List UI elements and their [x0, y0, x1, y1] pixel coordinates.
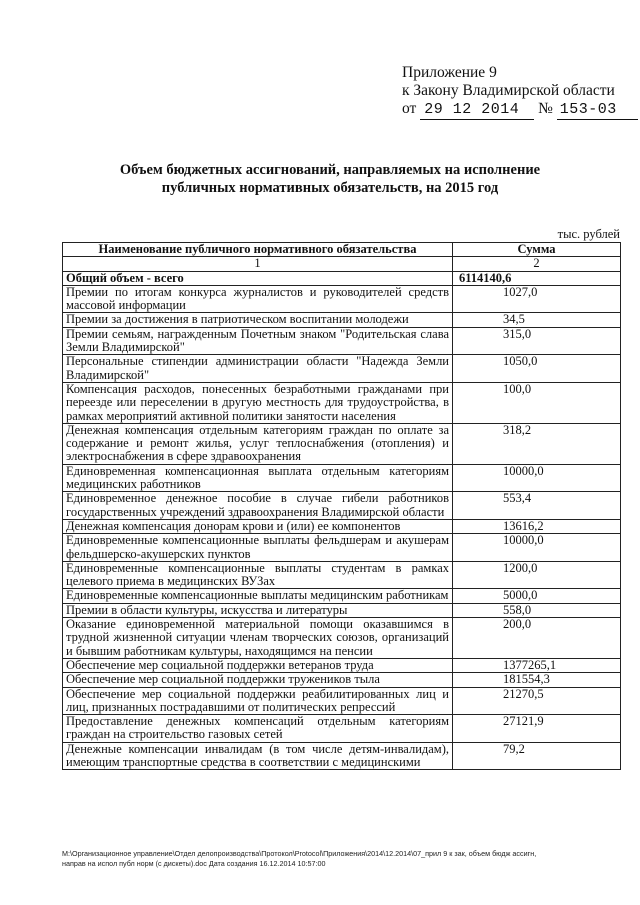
table-row — [63, 423, 621, 464]
obligation-sum: 1377265,1 — [453, 658, 621, 672]
law-number: 153-03 — [557, 101, 638, 120]
table-row — [63, 561, 621, 589]
table-row — [63, 589, 621, 603]
header-sum: Сумма — [453, 243, 621, 257]
total-row — [63, 271, 621, 285]
table-row — [63, 464, 621, 492]
obligation-sum: 79,2 — [453, 742, 621, 770]
obligation-sum: 13616,2 — [453, 519, 621, 533]
table-row — [63, 285, 621, 313]
obligation-sum: 1050,0 — [453, 355, 621, 383]
total-label: Общий объем - всего — [63, 271, 453, 285]
title-line-1: Объем бюджетных ассигнований, направляемых на исполнение — [119, 162, 541, 178]
obligation-name: Персональные стипендии администрации области "Надежда Земли Владимирской" — [63, 355, 453, 383]
obligation-name: Обеспечение мер социальной поддержки тружеников тыла — [63, 673, 453, 687]
obligation-name: Премии за достижения в патриотическом воспитании молодежи — [63, 313, 453, 327]
table-row — [63, 382, 621, 423]
table-row — [63, 742, 621, 770]
appendix-header — [402, 64, 622, 120]
column-index-row — [63, 257, 621, 271]
obligation-sum: 200,0 — [453, 618, 621, 659]
obligation-name: Премии по итогам конкурса журналистов и руководителей средств массовой информации — [63, 285, 453, 313]
table-row — [63, 327, 621, 355]
obligation-sum: 10000,0 — [453, 534, 621, 562]
law-date: 29 12 2014 — [420, 101, 534, 120]
column-index-2: 2 — [453, 257, 621, 271]
obligation-sum: 318,2 — [453, 423, 621, 464]
obligation-sum: 1200,0 — [453, 561, 621, 589]
table-row — [63, 658, 621, 672]
header-name: Наименование публичного нормативного обязательства — [63, 243, 453, 257]
table-row — [63, 715, 621, 743]
appendix-date-line — [402, 100, 622, 120]
obligation-sum: 21270,5 — [453, 687, 621, 715]
obligation-name: Единовременная компенсационная выплата отдельным категориям медицинских работников — [63, 464, 453, 492]
table-row — [63, 687, 621, 715]
column-index-1: 1 — [63, 257, 453, 271]
obligation-sum: 5000,0 — [453, 589, 621, 603]
obligation-sum: 181554,3 — [453, 673, 621, 687]
table-row — [63, 618, 621, 659]
obligations-table — [62, 242, 621, 770]
obligation-sum: 315,0 — [453, 327, 621, 355]
obligation-name: Единовременные компенсационные выплаты студентам в рамках целевого приема в медицинских ВУЗах — [63, 561, 453, 589]
obligation-name: Компенсация расходов, понесенных безработными гражданами при переезде или переселении в другую местность для трудоустройства, в рамках мероприятий активной политики занятости населения — [63, 382, 453, 423]
table-row — [63, 492, 621, 520]
units-label: тыс. рублей — [557, 227, 620, 241]
obligation-sum: 27121,9 — [453, 715, 621, 743]
obligation-name: Единовременное денежное пособие в случае гибели работников государственных учреждений здравоохранения Владимирской области — [63, 492, 453, 520]
number-prefix: № — [538, 100, 553, 117]
file-path-footer — [62, 849, 622, 868]
table-row — [63, 534, 621, 562]
obligation-name: Денежная компенсация донорам крови и (или) ее компонентов — [63, 519, 453, 533]
obligation-name: Единовременные компенсационные выплаты фельдшерам и акушерам фельдшерско-акушерских пунктов — [63, 534, 453, 562]
table-row — [63, 673, 621, 687]
obligation-name: Единовременные компенсационные выплаты медицинским работникам — [63, 589, 453, 603]
obligation-sum: 558,0 — [453, 603, 621, 617]
table-header-row — [63, 243, 621, 257]
table-row — [63, 313, 621, 327]
obligation-name: Обеспечение мер социальной поддержки ветеранов труда — [63, 658, 453, 672]
obligation-name: Оказание единовременной материальной помощи оказавшимся в трудной жизненной ситуации членам творческих союзов, организаций и бывшим работникам культуры, находящимся на пенсии — [63, 618, 453, 659]
total-sum: 6114140,6 — [453, 271, 621, 285]
obligation-name: Премии в области культуры, искусства и литературы — [63, 603, 453, 617]
table-row — [63, 355, 621, 383]
table-row — [63, 603, 621, 617]
obligation-sum: 10000,0 — [453, 464, 621, 492]
appendix-law-reference: к Закону Владимирской области — [402, 82, 615, 99]
date-prefix: от — [402, 100, 417, 117]
obligation-name: Обеспечение мер социальной поддержки реабилитированных лиц и лиц, признанных пострадавшими от политических репрессий — [63, 687, 453, 715]
title-line-2: публичных нормативных обязательств, на 2015 год — [161, 180, 499, 196]
obligation-sum: 553,4 — [453, 492, 621, 520]
footer-created: направ на испол публ норм (с дискеты).doc Дата создания 16.12.2014 10:57:00 — [62, 858, 326, 868]
obligation-name: Денежные компенсации инвалидам (в том числе детям-инвалидам), имеющим транспортные средства в соответствии с медицинскими — [63, 742, 453, 770]
table-row — [63, 519, 621, 533]
document-title — [80, 161, 580, 197]
footer-path: М:\Организационное управление\Отдел делопроизводства\Протокол\Protocol\Приложения\2014\12.2014\07_прил 9 к зак, объем бюдж ассигн, — [62, 849, 537, 858]
obligation-sum: 1027,0 — [453, 285, 621, 313]
obligation-name: Предоставление денежных компенсаций отдельным категориям граждан на строительство газовых сетей — [63, 715, 453, 743]
obligation-sum: 34,5 — [453, 313, 621, 327]
obligation-name: Денежная компенсация отдельным категориям граждан по оплате за содержание и ремонт жилья, услуг теплоснабжения (отопления) и электроснабжения в сфере здравоохранения — [63, 423, 453, 464]
obligation-sum: 100,0 — [453, 382, 621, 423]
obligation-name: Премии семьям, награжденным Почетным знаком "Родительская слава Земли Владимирской" — [63, 327, 453, 355]
appendix-number: Приложение 9 — [402, 64, 497, 81]
